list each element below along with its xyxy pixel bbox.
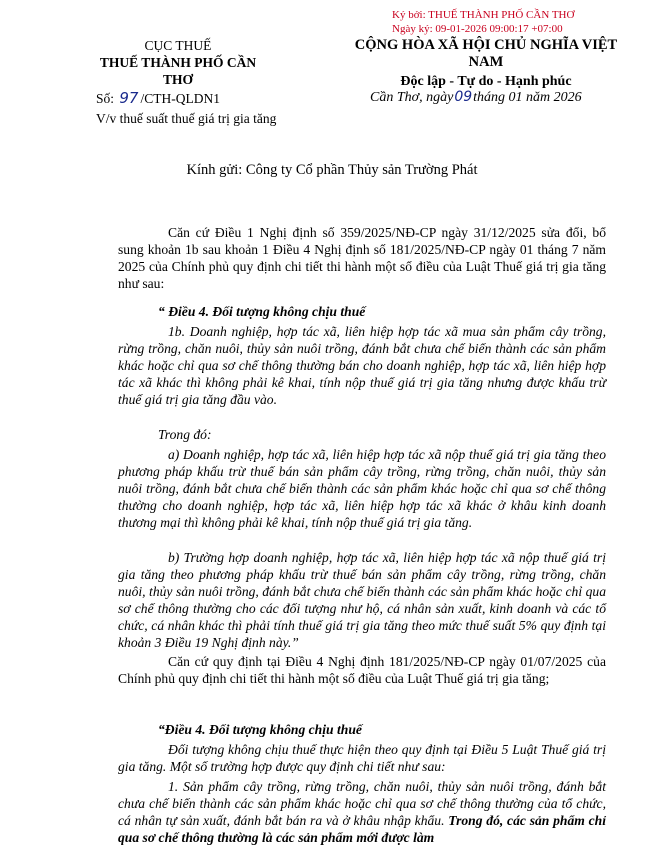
issuing-agency <box>88 37 268 88</box>
doc-no-label: Số: <box>96 91 115 106</box>
digital-signature-stamp <box>392 8 574 36</box>
clause-1 <box>118 778 606 846</box>
clause-a: a) Doanh nghiệp, hợp tác xã, liên hiệp hợp tác xã nộp thuế giá trị gia tăng theo phương pháp khấu trừ thuế bán sản phẩm cây trồng, rừng trồng, chăn nuôi, thủy sản nuôi trồng, đánh bắt chưa chế biến thành các sản phẩm khác hoặc chỉ qua sơ chế thông thường cho doanh nghiệp, hợp tác xã, liên hiệp hợp tác xã khác ở khâu kinh doanh thương mại thì không phải kê khai, tính nộp thuế giá trị gia tăng. <box>118 446 606 530</box>
signature-signer: Ký bởi: THUẾ THÀNH PHỐ CẦN THƠ <box>392 9 575 21</box>
document-number <box>96 89 220 107</box>
document-subject: V/v thuế suất thuế giá trị gia tăng <box>96 111 277 126</box>
recipient: Kính gửi: Công ty Cổ phần Thủy sản Trường Phát <box>186 162 478 178</box>
clause-1b: 1b. Doanh nghiệp, hợp tác xã, liên hiệp hợp tác xã mua sản phẩm cây trồng, rừng trồng, chăn nuôi, thủy sản nuôi trồng, đánh bắt chưa chế biến thành các sản phẩm khác hoặc chỉ qua sơ chế thông thường bán cho doanh nghiệp, hợp tác xã, liên hiệp hợp tác xã khác thì không phải kê khai, tính nộp thuế giá trị gia tăng nhưng được khấu trừ thuế giá trị gia tăng đầu vào. <box>118 323 606 407</box>
signature-date: Ngày ký: 09-01-2026 09:00:17 +07:00 <box>392 23 563 35</box>
place-date-day: 09 <box>454 89 473 105</box>
nation-name: CỘNG HÒA XÃ HỘI CHỦ NGHĨA VIỆT NAM <box>354 37 618 70</box>
place-date-prefix: Cần Thơ, ngày <box>370 90 454 105</box>
national-title <box>338 37 634 90</box>
paragraph-legal-basis-2: Căn cứ quy định tại Điều 4 Nghị định 181/2025/NĐ-CP ngày 01/07/2025 của Chính phủ quy định chi tiết thi hành một số điều của Luật Thuế giá trị gia tăng; <box>118 653 606 686</box>
agency-name: THUẾ THÀNH PHỐ CẦN THƠ <box>99 55 257 87</box>
clause-trong-do: Trong đó: <box>158 426 212 442</box>
nation-motto: Độc lập - Tự do - Hạnh phúc <box>400 74 572 89</box>
doc-no-handwritten: 97 <box>119 89 139 107</box>
article-4-intro: Đối tượng không chịu thuế thực hiện theo quy định tại Điều 5 Luật Thuế giá trị gia tăng. Một số trường hợp được quy định chi tiết như sau: <box>118 741 606 774</box>
paragraph-legal-basis-1: Căn cứ Điều 1 Nghị định số 359/2025/NĐ-CP ngày 31/12/2025 sửa đổi, bổ sung khoản 1b sau khoản 1 Điều 4 Nghị định số 181/2025/NĐ-CP ngày 01 tháng 7 năm 2025 của Chính phủ quy định chi tiết thi hành một số điều của Luật Thuế giá trị gia tăng như sau: <box>118 224 606 291</box>
doc-no-suffix: /CTH-QLDN1 <box>140 91 220 106</box>
clause-1-text: 1. Sản phẩm cây trồng, rừng trồng, chăn nuôi, thủy sản nuôi trồng, đánh bắt chưa chế biến thành các sản phẩm khác hoặc chỉ qua sơ chế thông thường của tổ chức, cá nhân tự sản xuất, đánh bắt bán ra và ở khâu nhập khẩu. <box>118 778 606 828</box>
agency-parent: CỤC THUẾ <box>144 38 212 53</box>
clause-b: b) Trường hợp doanh nghiệp, hợp tác xã, liên hiệp hợp tác xã nộp thuế giá trị gia tăng theo phương pháp khấu trừ thuế bán sản phẩm cây trồng, rừng trồng, chăn nuôi, thủy sản nuôi trồng, đánh bắt chưa chế biến thành các sản phẩm khác hoặc chỉ qua sơ chế thông thường cho các đối tượng như hộ, cá nhân sản xuất, kinh doanh và các tổ chức, cá nhân khác thì phải tính thuế giá trị gia tăng theo mức thuế suất 5% quy định tại khoản 3 Điều 19 Nghị định này.” <box>118 549 606 650</box>
place-date <box>370 89 582 106</box>
clause-1-bold-text: Trong đó, các sản phẩm chỉ qua sơ chế thông thường là các sản phẩm mới được làm <box>118 812 606 845</box>
article-4-heading-1: “ Điều 4. Đối tượng không chịu thuế <box>158 303 366 319</box>
article-4-heading-2: “Điều 4. Đối tượng không chịu thuế <box>158 721 362 737</box>
place-date-suffix: tháng 01 năm 2026 <box>473 90 582 105</box>
